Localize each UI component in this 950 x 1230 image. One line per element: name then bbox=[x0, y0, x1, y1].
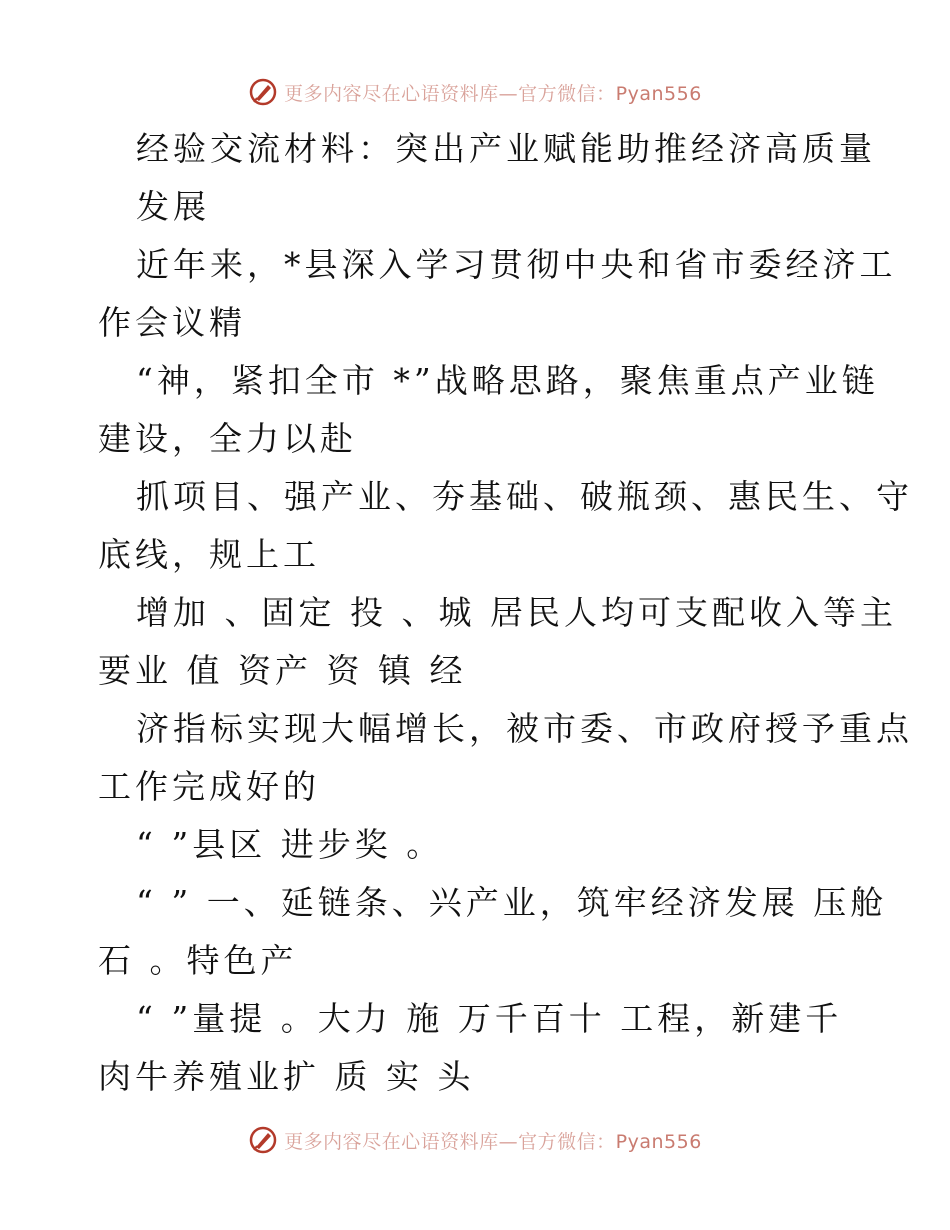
banner-slogan: 更多内容尽在心语资料库—官方微信： bbox=[284, 1130, 616, 1153]
paragraph-line: “ ” 一、延链条、兴产业，筑牢经济发展 压舱 bbox=[136, 883, 888, 922]
paragraph-line: 经验交流材料：突出产业赋能助推经济高质量 bbox=[136, 129, 876, 168]
paragraph-line: “ ”量提 。大力 施 万千百十 工程，新建千 bbox=[136, 999, 843, 1038]
quill-pen-logo-icon bbox=[248, 1125, 278, 1155]
paragraph-line: “神，紧扣全市 *”战略思路，聚焦重点产业链 bbox=[136, 361, 879, 400]
paragraph-line: 要业 值 资产 资 镇 经 bbox=[98, 651, 467, 690]
document-body bbox=[98, 120, 913, 1106]
banner-wechat-id: Pyan556 bbox=[615, 82, 702, 105]
paragraph-line: 肉牛养殖业扩 质 实 头 bbox=[98, 1057, 475, 1096]
banner-text bbox=[284, 1127, 702, 1154]
paragraph-line: 底线，规上工 bbox=[98, 535, 320, 574]
paragraph-line: 作会议精 bbox=[98, 303, 246, 342]
quill-pen-logo-icon bbox=[248, 77, 278, 107]
paragraph-line: 石 。特色产 bbox=[98, 941, 298, 980]
paragraph-line: 抓项目、强产业、夯基础、破瓶颈、惠民生、守 bbox=[136, 477, 913, 516]
paragraph-line: “ ”县区 进步奖 。 bbox=[136, 825, 444, 864]
paragraph-line: 工作完成好的 bbox=[98, 767, 320, 806]
header-banner bbox=[0, 70, 950, 114]
footer-banner bbox=[0, 1118, 950, 1162]
paragraph-line: 增加 、固定 投 、城 居民人均可支配收入等主 bbox=[136, 593, 897, 632]
paragraph-line: 济指标实现大幅增长，被市委、市政府授予重点 bbox=[136, 709, 913, 748]
paragraph-line: 近年来，*县深入学习贯彻中央和省市委经济工 bbox=[136, 245, 897, 284]
paragraph-line: 发展 bbox=[136, 187, 210, 226]
banner-slogan: 更多内容尽在心语资料库—官方微信： bbox=[284, 82, 616, 105]
banner-text bbox=[284, 79, 702, 106]
banner-wechat-id: Pyan556 bbox=[615, 1130, 702, 1153]
paragraph-line: 建设，全力以赴 bbox=[98, 419, 357, 458]
